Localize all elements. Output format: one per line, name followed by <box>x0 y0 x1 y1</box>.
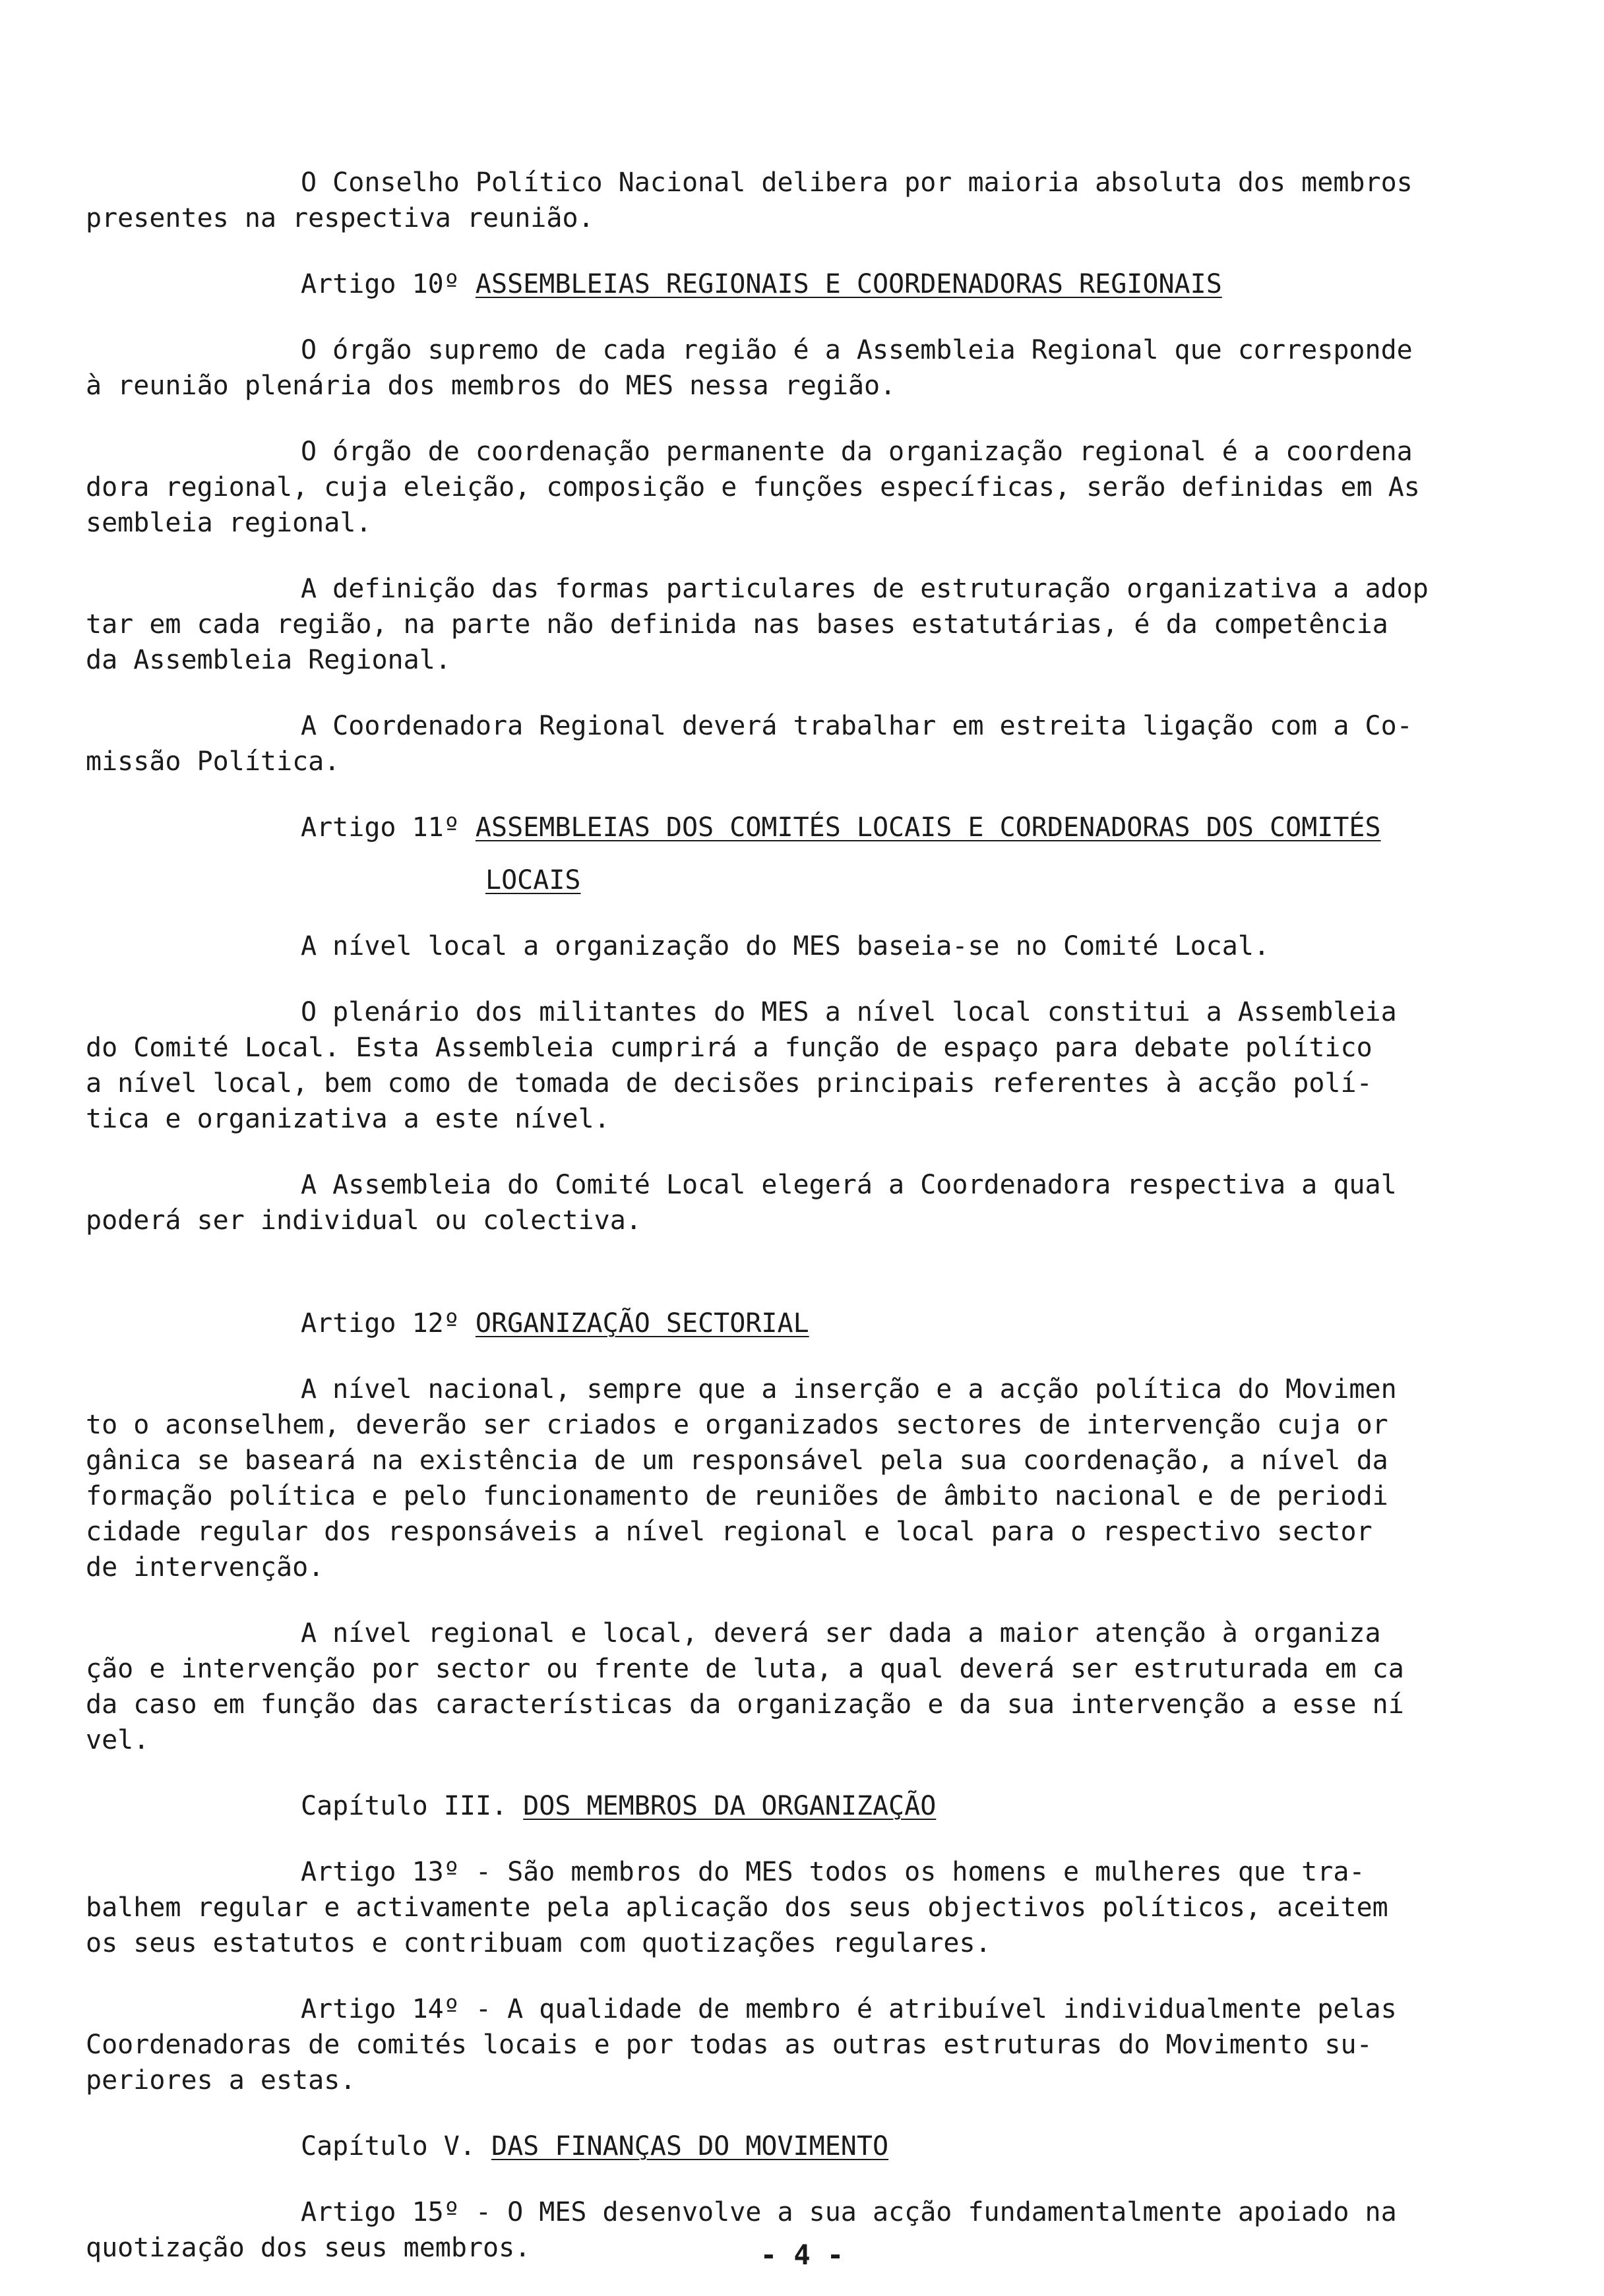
article-heading <box>86 1306 1471 1341</box>
heading-line <box>301 1788 1471 1824</box>
spacer <box>86 1269 1471 1306</box>
text-line: cidade regular dos responsáveis a nível regional e local para o respectivo sector <box>86 1517 1373 1547</box>
article-heading <box>86 1788 1471 1824</box>
page-number: - 4 - <box>760 2239 844 2271</box>
text-line: formação política e pelo funcionamento de reuniões de âmbito nacional e de periodi <box>86 1481 1388 1511</box>
paragraph <box>86 332 1471 404</box>
paragraph <box>86 928 1471 964</box>
text-line: à reunião plenária dos membros do MES nessa região. <box>86 371 896 401</box>
article-number: Artigo 10º <box>301 269 460 299</box>
text-line: A nível local a organização do MES baseia-se no Comité Local. <box>301 931 1270 961</box>
text-line: O Conselho Político Nacional delibera por maioria absoluta dos membros <box>301 167 1413 198</box>
article-title: ASSEMBLEIAS DOS COMITÉS LOCAIS E CORDENADORAS DOS COMITÉS <box>475 812 1381 843</box>
text-line: Artigo 13º - São membros do MES todos os homens e mulheres que tra- <box>301 1857 1365 1887</box>
text-line: a nível local, bem como de tomada de decisões principais referentes à acção polí- <box>86 1068 1373 1099</box>
text-line: balhem regular e activamente pela aplicação dos seus objectivos políticos, aceitem <box>86 1892 1388 1923</box>
text-line: gânica se baseará na existência de um responsável pela sua coordenação, a nível da <box>86 1445 1388 1476</box>
article-heading <box>86 266 1471 302</box>
text-line: O órgão de coordenação permanente da organização regional é a coordena <box>301 437 1413 467</box>
article-title-continued: LOCAIS <box>485 865 581 895</box>
text-line: O plenário dos militantes do MES a nível local constitui a Assembleia <box>301 997 1397 1027</box>
article-title: ORGANIZAÇÃO SECTORIAL <box>475 1308 809 1339</box>
article-heading <box>86 2129 1471 2164</box>
paragraph <box>86 165 1471 236</box>
text-line: periores a estas. <box>86 2065 356 2096</box>
text-line: da Assembleia Regional. <box>86 645 451 675</box>
text-line: sembleia regional. <box>86 508 372 538</box>
text-line: da caso em função das características da organização e da sua intervenção a esse ní <box>86 1689 1404 1720</box>
text-line: A nível nacional, sempre que a inserção e a acção política do Movimen <box>301 1374 1397 1405</box>
paragraph <box>86 994 1471 1137</box>
text-line: dora regional, cuja eleição, composição e funções específicas, serão definidas em As <box>86 472 1420 502</box>
text-line: Coordenadoras de comités locais e por todas as outras estruturas do Movimento su- <box>86 2030 1373 2060</box>
text-line: missão Política. <box>86 746 340 777</box>
text-line: A Assembleia do Comité Local elegerá a Coordenadora respectiva a qual <box>301 1170 1397 1200</box>
text-line: vel. <box>86 1725 150 1755</box>
article-number: Artigo 11º <box>301 812 460 843</box>
heading-line <box>301 266 1471 302</box>
text-line: A definição das formas particulares de estruturação organizativa a adop <box>301 574 1429 604</box>
text-line: do Comité Local. Esta Assembleia cumprirá a função de espaço para debate político <box>86 1033 1373 1063</box>
document-body <box>86 165 1471 2296</box>
article-title: DAS FINANÇAS DO MOVIMENTO <box>491 2131 889 2161</box>
text-line: presentes na respectiva reunião. <box>86 203 594 233</box>
article-number: Artigo 12º <box>301 1308 460 1339</box>
paragraph <box>86 571 1471 678</box>
paragraph <box>86 1616 1471 1758</box>
paragraph <box>86 708 1471 779</box>
heading-line <box>301 2129 1471 2164</box>
heading-line <box>301 1306 1471 1341</box>
article-title: DOS MEMBROS DA ORGANIZAÇÃO <box>523 1791 937 1821</box>
heading-line <box>301 862 1471 898</box>
text-line: O órgão supremo de cada região é a Assembleia Regional que corresponde <box>301 335 1413 365</box>
text-line: A Coordenadora Regional deverá trabalhar em estreita ligação com a Co- <box>301 711 1413 741</box>
paragraph <box>86 1372 1471 1585</box>
heading-line <box>301 810 1471 845</box>
text-line: quotização dos seus membros. <box>86 2233 531 2263</box>
text-line: to o aconselhem, deverão ser criados e organizados sectores de intervenção cuja or <box>86 1410 1388 1440</box>
paragraph <box>86 1991 1471 2098</box>
article-title: ASSEMBLEIAS REGIONAIS E COORDENADORAS REGIONAIS <box>475 269 1222 299</box>
article-number: Capítulo III. <box>301 1791 508 1821</box>
text-line: de intervenção. <box>86 1552 324 1583</box>
paragraph <box>86 434 1471 541</box>
text-line: A nível regional e local, deverá ser dada a maior atenção à organiza <box>301 1618 1381 1648</box>
article-number: Capítulo V. <box>301 2131 476 2161</box>
text-line: os seus estatutos e contribuam com quotizações regulares. <box>86 1928 991 1958</box>
text-line: ção e intervenção por sector ou frente de luta, a qual deverá ser estruturada em ca <box>86 1654 1404 1684</box>
paragraph <box>86 1854 1471 1961</box>
text-line: tica e organizativa a este nível. <box>86 1104 610 1134</box>
text-line: poderá ser individual ou colectiva. <box>86 1205 642 1236</box>
paragraph <box>86 1167 1471 1238</box>
article-heading <box>86 810 1471 898</box>
text-line: Artigo 14º - A qualidade de membro é atribuível individualmente pelas <box>301 1994 1397 2024</box>
text-line: tar em cada região, na parte não definida nas bases estatutárias, é da competência <box>86 609 1388 640</box>
text-line: Artigo 15º - O MES desenvolve a sua acção fundamentalmente apoiado na <box>301 2197 1397 2227</box>
